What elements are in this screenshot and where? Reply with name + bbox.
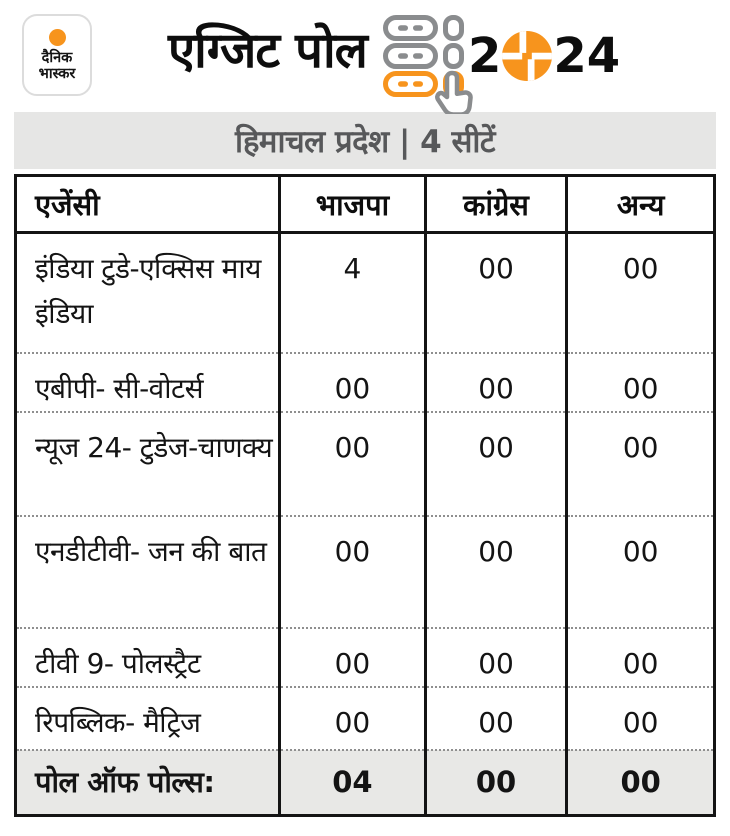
agency-cell: न्यूज 24- टुडेज-चाणक्य bbox=[16, 412, 280, 516]
congress-value: 00 bbox=[425, 353, 567, 412]
table-row bbox=[16, 233, 715, 353]
congress-value: 00 bbox=[425, 412, 567, 516]
others-value: 00 bbox=[567, 516, 715, 628]
bjp-value: 4 bbox=[280, 233, 426, 353]
column-header-bjp: भाजपा bbox=[280, 176, 426, 233]
table-row bbox=[16, 353, 715, 412]
poll-of-polls-label: पोल ऑफ पोल्स: bbox=[16, 750, 280, 816]
congress-value: 00 bbox=[425, 516, 567, 628]
page-title: एग्जिट पोल bbox=[168, 22, 367, 79]
table-row bbox=[16, 628, 715, 687]
bjp-value: 00 bbox=[280, 412, 426, 516]
others-value: 00 bbox=[567, 412, 715, 516]
evm-ballot-unit-svg bbox=[382, 14, 482, 114]
region-banner bbox=[14, 112, 716, 169]
table-row bbox=[16, 687, 715, 750]
bjp-value: 00 bbox=[280, 516, 426, 628]
region-banner-text: हिमाचल प्रदेश | 4 सीटें bbox=[234, 123, 496, 160]
agency-cell: एबीपी- सी-वोटर्स bbox=[16, 353, 280, 412]
column-header-congress: कांग्रेस bbox=[425, 176, 567, 233]
orange-dot-icon bbox=[49, 29, 66, 46]
congress-value: 00 bbox=[425, 687, 567, 750]
congress-value: 00 bbox=[425, 233, 567, 353]
logo-text-line2: भास्कर bbox=[38, 65, 76, 82]
table-row bbox=[16, 516, 715, 628]
vote-button-icon bbox=[502, 31, 552, 81]
bjp-total: 04 bbox=[280, 750, 426, 816]
bjp-value: 00 bbox=[280, 687, 426, 750]
logo-text-line1: दैनिक bbox=[41, 49, 73, 66]
hand-pressing-button-icon bbox=[437, 73, 470, 114]
year-suffix: 24 bbox=[553, 28, 621, 84]
column-header-agency: एजेंसी bbox=[16, 176, 280, 233]
table-header-row bbox=[16, 176, 715, 233]
agency-cell: इंडिया टुडे-एक्सिस माय इंडिया bbox=[35, 252, 261, 330]
bjp-value: 00 bbox=[280, 628, 426, 687]
congress-total: 00 bbox=[425, 750, 567, 816]
exit-poll-table bbox=[14, 174, 716, 817]
year-prefix: 2 bbox=[468, 28, 502, 84]
column-header-others: अन्य bbox=[567, 176, 715, 233]
others-value: 00 bbox=[567, 687, 715, 750]
table-row bbox=[16, 412, 715, 516]
congress-value: 00 bbox=[425, 628, 567, 687]
bjp-value: 00 bbox=[280, 353, 426, 412]
others-value: 00 bbox=[567, 233, 715, 353]
others-value: 00 bbox=[567, 353, 715, 412]
dainik-bhaskar-logo bbox=[22, 14, 92, 96]
year-2024 bbox=[468, 26, 620, 86]
agency-cell: टीवी 9- पोलस्ट्रैट bbox=[16, 628, 280, 687]
others-total: 00 bbox=[567, 750, 715, 816]
header bbox=[0, 0, 730, 112]
evm-ballot-unit-icon bbox=[382, 14, 482, 114]
agency-cell: एनडीटीवी- जन की बात bbox=[16, 516, 280, 628]
poll-of-polls-row bbox=[16, 750, 715, 816]
agency-cell: रिपब्लिक- मैट्रिज bbox=[16, 687, 280, 750]
others-value: 00 bbox=[567, 628, 715, 687]
